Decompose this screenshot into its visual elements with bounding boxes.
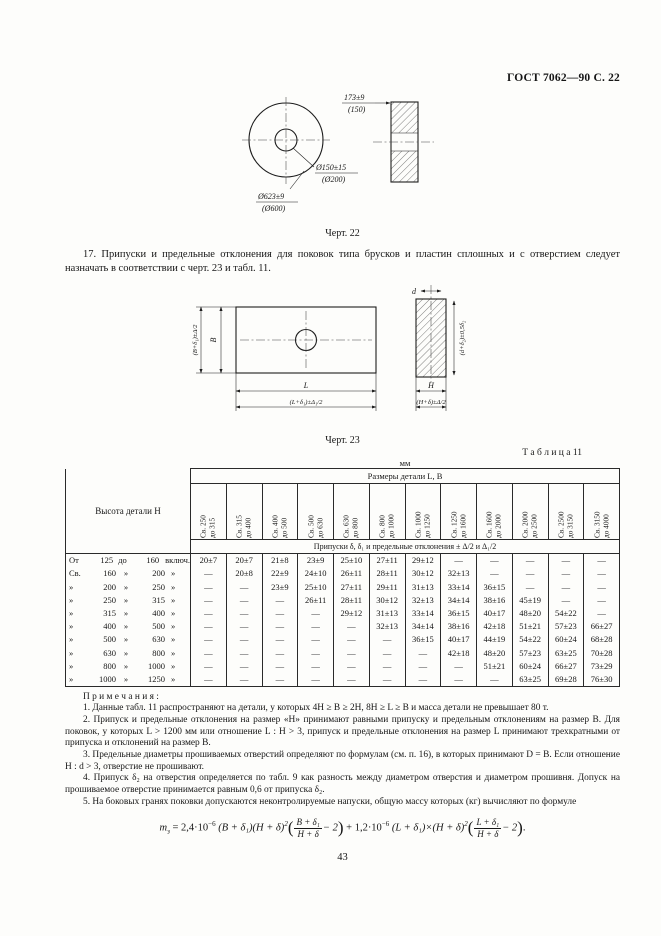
size-col-header-11: Св. 2500 до 3150 [548, 484, 584, 540]
allowance-value-cell: 20±7 [226, 554, 262, 568]
allowance-value-cell: 60±24 [512, 660, 548, 673]
doc-header: ГОСТ 7062—90 С. 22 [507, 72, 620, 84]
allowance-value-cell: — [584, 580, 620, 593]
figure-caption: Черт. 22 [325, 228, 360, 239]
fraction-1: $\frac{\text{B + δ₁}}{H + \delta}$ [296, 817, 320, 839]
allowance-value-cell: — [191, 580, 227, 593]
fraction-2: $\frac{\text{L + δ₁}}{H + \delta}$ [476, 817, 500, 839]
allowance-value-cell: 29±12 [334, 607, 370, 620]
table-row [66, 633, 620, 646]
dim-l-label: L [303, 381, 308, 391]
allowance-value-cell: 22±9 [262, 567, 298, 580]
allowance-value-cell: — [226, 646, 262, 659]
allowance-value-cell: — [226, 580, 262, 593]
hole-dim-nominal: (Ø200) [321, 175, 345, 184]
allowance-value-cell: 57±23 [512, 646, 548, 659]
size-col-header-12: Св. 3150 до 4000 [584, 484, 620, 540]
allowance-value-cell: 31±13 [405, 580, 441, 593]
formula-lhs: m [159, 822, 168, 834]
allowance-value-cell: 70±28 [584, 646, 620, 659]
allowance-value-cell: — [548, 580, 584, 593]
allowance-value-cell: 29±12 [405, 554, 441, 568]
allowance-value-cell: 68±28 [584, 633, 620, 646]
allowance-value-cell: — [298, 660, 334, 673]
size-col-header-7: Св. 1000 до 1250 [405, 484, 441, 540]
allowance-value-cell: 33±14 [405, 607, 441, 620]
allowance-value-cell: 30±12 [405, 567, 441, 580]
table-row [66, 620, 620, 633]
height-range-cell: » 200 » 250 » [66, 580, 191, 593]
allowance-value-cell: — [512, 554, 548, 568]
allowance-value-cell: 45±19 [512, 594, 548, 607]
allowance-value-cell: 25±10 [298, 580, 334, 593]
allowance-value-cell: — [334, 620, 370, 633]
allowance-value-cell: — [191, 660, 227, 673]
dim-b-forged-label: (B+δ₁)±Δ/2 [191, 324, 199, 356]
allowance-value-cell: — [369, 660, 405, 673]
allowance-value-cell: — [548, 594, 584, 607]
allowance-value-cell: 33±14 [441, 580, 477, 593]
allowance-value-cell: 21±8 [262, 554, 298, 568]
table-row [66, 594, 620, 607]
allowance-value-cell: — [191, 646, 227, 659]
allowance-value-cell: 20±8 [226, 567, 262, 580]
formula-m3: $m_з = 2,4\cdot 10^{-6}$ $(B + \delta_1)(H + \delta)^2$( $\frac{\text{B + δ₁}}{H + \delta}$ − $2) + 1,2\cdot 10^{-6}$ $(L + \delta_1)\times(H + \delta)^2$( $\frac{\text{L + δ₁}}{H + \delta}$ − 2). [159, 817, 526, 839]
allowance-value-cell: — [477, 567, 513, 580]
height-range-cell: От 125 до 160 включ. [66, 554, 191, 568]
height-range-cell: » 315 » 400 » [66, 607, 191, 620]
allowance-value-cell: — [477, 554, 513, 568]
size-col-header-5: Св. 630 до 800 [334, 484, 370, 540]
height-range-cell: » 630 » 800 » [66, 646, 191, 659]
allowance-value-cell: — [191, 633, 227, 646]
allowance-value-cell: — [298, 607, 334, 620]
allowance-value-cell: — [584, 554, 620, 568]
allowance-value-cell: — [226, 607, 262, 620]
dim-d-label: d [411, 287, 416, 297]
allowance-value-cell: 76±30 [584, 673, 620, 687]
allowance-value-cell: — [298, 673, 334, 687]
allowance-value-cell: 63±25 [512, 673, 548, 687]
figure-caption: Черт. 23 [325, 435, 360, 447]
allowance-value-cell: — [262, 673, 298, 687]
allowance-value-cell: — [512, 580, 548, 593]
dim-h-label: H [427, 381, 434, 391]
col-header-allowances: Припуски δ, δ₁ и предельные отклонения ± Δ/2 и Δ₁/2 [191, 540, 620, 554]
allowance-value-cell: — [226, 673, 262, 687]
notes-list [65, 703, 620, 808]
notes-section [65, 692, 620, 809]
table-row [66, 646, 620, 659]
dim-h-forged-label: (H+δ)±Δ/2 [415, 399, 446, 407]
allowance-value-cell: 36±15 [405, 633, 441, 646]
page-number: 43 [337, 852, 348, 864]
size-col-header-3: Св. 400 до 500 [262, 484, 298, 540]
allowance-value-cell: — [369, 633, 405, 646]
allowance-value-cell: — [298, 646, 334, 659]
allowance-value-cell: 36±15 [477, 580, 513, 593]
allowance-value-cell: 42±18 [477, 620, 513, 633]
allowance-value-cell: — [262, 620, 298, 633]
dim-l-forged-label: (L+δ₁)±Δ₁/2 [289, 399, 322, 407]
allowance-value-cell: — [262, 646, 298, 659]
allowance-value-cell: — [512, 567, 548, 580]
allowance-value-cell: 36±15 [441, 607, 477, 620]
allowance-value-cell: 40±17 [441, 633, 477, 646]
allowance-value-cell: — [334, 660, 370, 673]
allowance-value-cell: — [191, 607, 227, 620]
drawing-plate-with-hole [188, 279, 498, 429]
allowance-value-cell: — [226, 633, 262, 646]
allowance-value-cell: 20±7 [191, 554, 227, 568]
note-item: 4. Припуск δ₂ на отверстия определяется по табл. 9 как разность между диаметром отверстия и диаметром прошивня. Допуск на прошиваемое отверстие принимается равным 0,6 от припуска δ₂. [65, 773, 620, 796]
size-col-header-10: Св. 2000 до 2500 [512, 484, 548, 540]
allowance-value-cell: 23±9 [262, 580, 298, 593]
table-row [66, 673, 620, 687]
allowance-value-cell: — [441, 673, 477, 687]
allowance-value-cell: 27±11 [334, 580, 370, 593]
allowance-value-cell: — [191, 567, 227, 580]
size-col-header-6: Св. 800 до 1000 [369, 484, 405, 540]
allowance-value-cell: — [441, 660, 477, 673]
allowance-value-cell: 32±13 [441, 567, 477, 580]
allowance-value-cell: 26±11 [334, 567, 370, 580]
allowance-value-cell: — [226, 594, 262, 607]
allowance-value-cell: 60±24 [548, 633, 584, 646]
note-item: 1. Данные табл. 11 распространяют на детали, у которых 4Н ≥ В ≥ 2Н, 8Н ≥ L ≥ В и масса детали не превышает 80 т. [83, 703, 549, 714]
allowance-value-cell: — [334, 633, 370, 646]
allowance-value-cell: — [548, 554, 584, 568]
allowance-value-cell: — [191, 673, 227, 687]
allowance-value-cell: — [477, 673, 513, 687]
allowance-value-cell: — [405, 646, 441, 659]
allowance-value-cell: — [369, 646, 405, 659]
hole-dim-label: Ø150±15 [315, 163, 346, 172]
allowance-value-cell: 69±28 [548, 673, 584, 687]
table-units-label: мм [399, 458, 411, 469]
allowance-value-cell: 28±11 [369, 567, 405, 580]
height-range-cell: Св. 160 » 200 » [66, 567, 191, 580]
allowance-value-cell: — [226, 660, 262, 673]
outer-dim-nominal: (Ø600) [261, 204, 285, 213]
allowance-value-cell: — [262, 594, 298, 607]
allowance-value-cell: — [584, 594, 620, 607]
table-row [66, 567, 620, 580]
allowance-value-cell: 73±29 [584, 660, 620, 673]
allowance-value-cell: 66±27 [584, 620, 620, 633]
table-label: Т а б л и ц а 11 [522, 448, 582, 459]
allowance-value-cell: — [441, 554, 477, 568]
allowance-value-cell: 25±10 [334, 554, 370, 568]
allowance-value-cell: 32±13 [369, 620, 405, 633]
allowance-value-cell: — [298, 620, 334, 633]
allowance-value-cell: 23±9 [298, 554, 334, 568]
allowance-value-cell: 27±11 [369, 554, 405, 568]
allowance-value-cell: 48±20 [477, 646, 513, 659]
allowance-value-cell: — [262, 660, 298, 673]
notes-heading: П р и м е ч а н и я : [83, 691, 159, 702]
allowance-value-cell: — [298, 633, 334, 646]
dim-b-label: B [208, 337, 218, 343]
size-col-header-1: Св. 250 до 315 [191, 484, 227, 540]
allowance-value-cell: 28±11 [334, 594, 370, 607]
allowance-value-cell: 48±20 [512, 607, 548, 620]
note-item: 5. На боковых гранях поковки допускаются неконтролируемые напуски, общую массу которых (кг) вычисляют по формуле [83, 796, 577, 807]
allowance-value-cell: — [405, 673, 441, 687]
allowance-value-cell: — [262, 633, 298, 646]
allowance-value-cell: 54±22 [512, 633, 548, 646]
allowance-value-cell: 30±12 [369, 594, 405, 607]
allowance-value-cell: 66±27 [548, 660, 584, 673]
allowance-value-cell: — [548, 567, 584, 580]
thickness-dim-label: 173±9 [343, 93, 364, 102]
allowance-value-cell: — [262, 607, 298, 620]
allowance-value-cell: 51±21 [477, 660, 513, 673]
height-range-cell: » 800 » 1000 » [66, 660, 191, 673]
drawing-disc-with-hole [208, 90, 478, 222]
allowance-value-cell: 51±21 [512, 620, 548, 633]
height-range-cell: » 400 » 500 » [66, 620, 191, 633]
table-body [66, 554, 620, 687]
note-item: 2. Припуск и предельные отклонения на размер «Н» принимают равными припуску и предельным отклонениям на размер В. Для поковок, у которых L > 1200 мм или отношение L : Н > 3, припуск и предельные отклонения на размер L принимают трехкратными от припуска и отклонений на размер В. [65, 715, 620, 749]
allowance-value-cell: — [369, 673, 405, 687]
size-col-header-9: Св. 1600 до 2000 [477, 484, 513, 540]
allowance-value-cell: 40±17 [477, 607, 513, 620]
allowance-value-cell: 44±19 [477, 633, 513, 646]
allowance-value-cell: 38±16 [477, 594, 513, 607]
col-header-height: Высота детали Н [66, 469, 191, 554]
allowance-value-cell: — [584, 607, 620, 620]
table-row [66, 607, 620, 620]
allowance-value-cell: — [191, 594, 227, 607]
dim-d-forged-label: (d+δ₂)±0,5δ₂ [458, 320, 466, 356]
table-row [66, 660, 620, 673]
allowance-value-cell: 24±10 [298, 567, 334, 580]
height-range-cell: » 500 » 630 » [66, 633, 191, 646]
allowance-value-cell: 34±14 [405, 620, 441, 633]
outer-dim-label: Ø623±9 [257, 192, 284, 201]
table-row [66, 580, 620, 593]
allowance-value-cell: 31±13 [369, 607, 405, 620]
allowance-value-cell: — [334, 673, 370, 687]
table-row [66, 554, 620, 568]
height-range-cell: » 1000 » 1250 » [66, 673, 191, 687]
allowance-value-cell: — [334, 646, 370, 659]
size-col-header-8: Св. 1250 до 1600 [441, 484, 477, 540]
figure-chert-22 [65, 90, 620, 239]
paragraph-17: 17. Припуски и предельные отклонения для поковок типа брусков и пластин сплошных и с отверстием следует назначать в соответствии с черт. 23 и табл. 11. [65, 249, 620, 274]
size-col-header-2: Св. 315 до 400 [226, 484, 262, 540]
allowance-value-cell: 29±11 [369, 580, 405, 593]
allowance-value-cell: 26±11 [298, 594, 334, 607]
allowance-value-cell: — [191, 620, 227, 633]
size-col-header-4: Св. 500 до 630 [298, 484, 334, 540]
allowance-value-cell: 38±16 [441, 620, 477, 633]
allowance-value-cell: 54±22 [548, 607, 584, 620]
figure-chert-23 [65, 279, 620, 446]
allowance-value-cell: 57±23 [548, 620, 584, 633]
allowance-value-cell: — [226, 620, 262, 633]
table-11 [65, 468, 620, 687]
allowance-value-cell: — [584, 567, 620, 580]
height-range-cell: » 250 » 315 » [66, 594, 191, 607]
col-header-sizes: Размеры детали L, В [191, 469, 620, 484]
allowance-value-cell: 63±25 [548, 646, 584, 659]
allowance-value-cell: 32±13 [405, 594, 441, 607]
allowance-value-cell: — [405, 660, 441, 673]
allowance-value-cell: 34±14 [441, 594, 477, 607]
allowance-value-cell: 42±18 [441, 646, 477, 659]
thickness-dim-nominal: (150) [347, 105, 365, 114]
note-item: 3. Предельные диаметры прошиваемых отверстий определяют по формулам (см. п. 16), в которых принимают D = В. Если отношение Н : d > 3, отверстие не прошивают. [65, 750, 620, 772]
